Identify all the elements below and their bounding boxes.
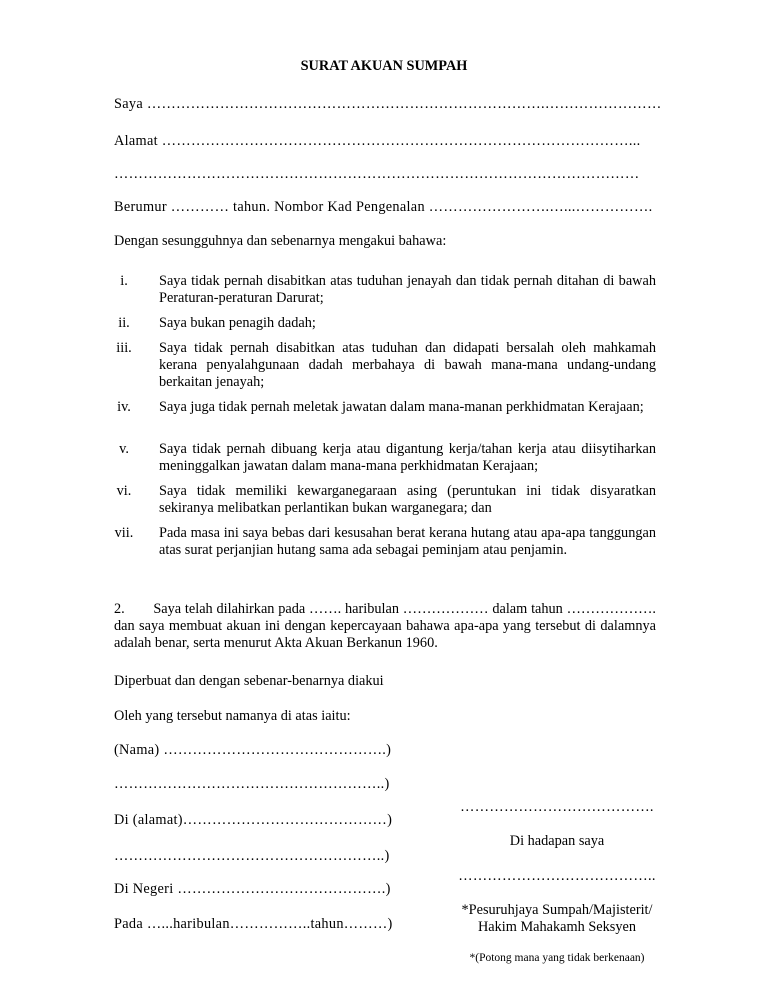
item-text: Pada masa ini saya bebas dari kesusahan berat kerana hutang atau apa-apa tanggungan atas surat perjanjian hutang sama ada sebagai peminjam atau penjamin. (159, 525, 656, 558)
commissioner-title-1: *Pesuruhjaya Sumpah/Majisterit/ (461, 902, 653, 918)
alamat-line: Alamat ……………………………………………………………………………………... (114, 133, 641, 149)
alamat-sign-line: Di (alamat)……………………………………) (114, 812, 393, 828)
item-text: Saya juga tidak pernah meletak jawatan dalam mana-manan perkhidmatan Kerajaan; (159, 399, 644, 415)
pada-line: Pada …...haribulan……………..tahun………) (114, 916, 393, 932)
commissioner-signature-line: …………………………………. (460, 799, 654, 815)
item-number: i. (120, 273, 128, 289)
commissioner-title-2: Hakim Mahakamh Seksyen (477, 919, 637, 935)
di-hadapan-text: Di hadapan saya (509, 833, 605, 849)
item-number: vii. (114, 525, 134, 541)
item-text: Saya tidak pernah dibuang kerja atau digantung kerja/tahan kerja atau diisytiharkan meninggalkan jawatan dalam mana-mana perkhidmatan Kerajaan; (159, 441, 656, 474)
item-number: vi. (116, 483, 132, 499)
item-number: ii. (118, 315, 130, 331)
item-number: v. (119, 441, 129, 457)
item-text: Saya tidak pernah disabitkan atas tuduhan dan didapati bersalah oleh mahkamah kerana penyalahgunaan dadah merbahaya di bawah mana-mana undang-undang berkaitan jenayah; (159, 340, 656, 390)
item-text: Saya tidak memiliki kewarganegaraan asing (peruntukan ini tidak disyaratkan sekiranya melibatkan perlantikan bukan warganegara; dan (159, 483, 656, 516)
nama-line: (Nama) ……………………………………….) (114, 742, 392, 758)
oleh-text: Oleh yang tersebut namanya di atas iaitu: (114, 708, 351, 724)
berumur-line: Berumur ………… tahun. Nombor Kad Pengenalan …………………….…...……………. (114, 199, 653, 215)
intro-text: Dengan sesungguhnya dan sebenarnya mengakui bahawa: (114, 233, 447, 249)
blank-line: ………………………………………………..) (114, 776, 390, 792)
item-text: Saya tidak pernah disabitkan atas tuduhan jenayah dan tidak pernah ditahan di bawah Peraturan-peraturan Darurat; (159, 273, 656, 306)
blank-line: ………………………………………………..) (114, 848, 390, 864)
diperbuat-text: Diperbuat dan dengan sebenar-benarnya diakui (114, 673, 384, 689)
document-title: SURAT AKUAN SUMPAH (300, 58, 468, 74)
paragraph-2: 2. Saya telah dilahirkan pada ……. haribulan ……………… dalam tahun ………………. dan saya membuat akuan ini dengan kepercayaan bahawa apa-apa yang tersebut di dalamnya adalah benar, serta menurut Akta Akuan Berkanun 1960. (114, 601, 656, 651)
negeri-line: Di Negeri …………………………………….) (114, 881, 391, 897)
commissioner-name-line: ………………………………….. (458, 868, 656, 884)
item-number: iv. (117, 399, 131, 415)
alamat-continuation-line: ……………………………………………………………………………………………… (114, 166, 640, 182)
item-text: Saya bukan penagih dadah; (159, 315, 316, 331)
footnote: *(Potong mana yang tidak berkenaan) (469, 952, 645, 964)
saya-line: Saya ……………………………………………………………………….…………………… (114, 96, 662, 112)
item-number: iii. (116, 340, 132, 356)
